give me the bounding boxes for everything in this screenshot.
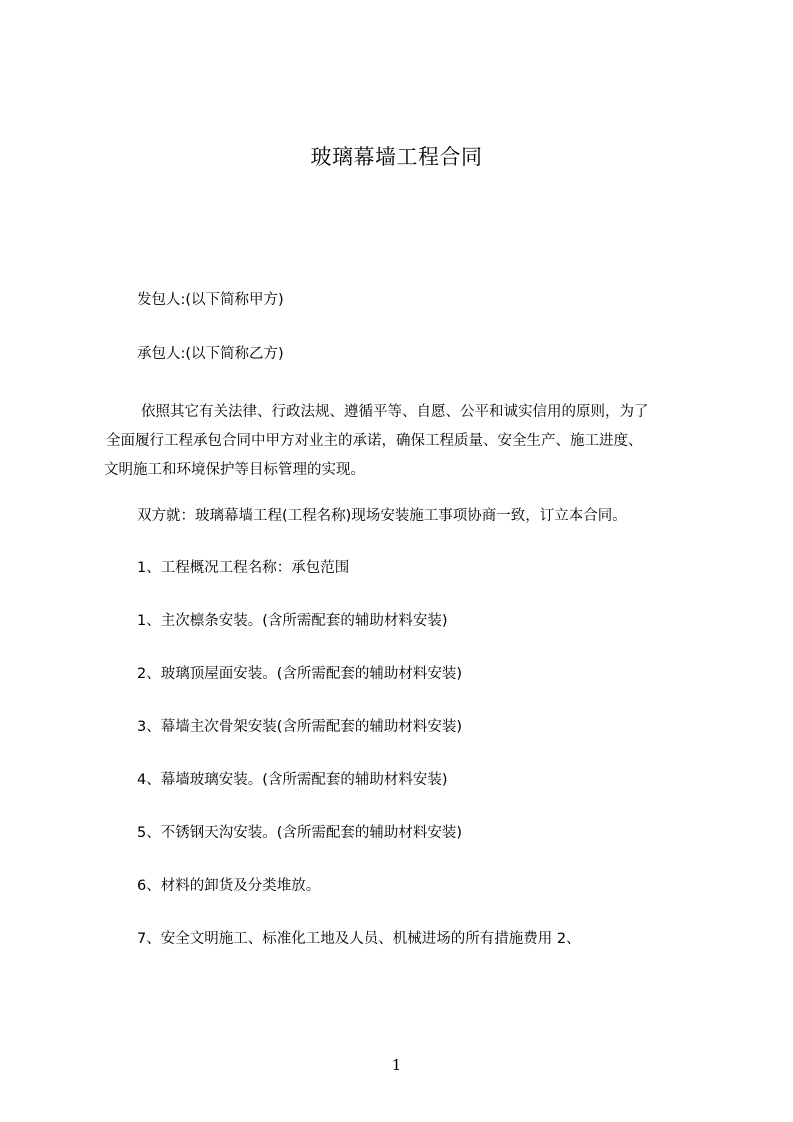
scope-item: 4、幕墙玻璃安装。(含所需配套的辅助材料安装) — [137, 772, 448, 788]
agreement-line: 双方就：玻璃幕墙工程(工程名称)现场安装施工事项协商一致，订立本合同。 — [137, 508, 627, 524]
intro-line: 依照其它有关法律、行政法规、遵循平等、自愿、公平和诚实信用的原则，为了 — [141, 404, 649, 420]
intro-line: 全面履行工程承包合同中甲方对业主的承诺，确保工程质量、安全生产、施工进度、 — [106, 433, 643, 449]
scope-item: 1、主次檩条安装。(含所需配套的辅助材料安装) — [137, 613, 448, 629]
intro-line: 文明施工和环境保护等目标管理的实现。 — [104, 462, 365, 478]
scope-item: 3、幕墙主次骨架安装(含所需配套的辅助材料安装) — [137, 719, 463, 735]
scope-item: 5、不锈钢天沟安装。(含所需配套的辅助材料安装) — [137, 825, 463, 841]
intro-paragraph — [104, 398, 724, 485]
scope-item: 2、玻璃顶屋面安装。(含所需配套的辅助材料安装) — [137, 666, 463, 682]
page-number: 1 — [391, 1056, 402, 1074]
document-title: 玻璃幕墙工程合同 — [310, 145, 483, 169]
scope-item: 6、材料的卸货及分类堆放。 — [137, 878, 321, 894]
party-b-line: 承包人:(以下简称乙方) — [137, 346, 284, 362]
party-a-line: 发包人:(以下简称甲方) — [137, 292, 284, 308]
scope-item: 7、安全文明施工、标准化工地及人员、机械进场的所有措施费用 2、 — [137, 931, 581, 947]
section-heading: 1、工程概况工程名称：承包范围 — [137, 560, 350, 576]
